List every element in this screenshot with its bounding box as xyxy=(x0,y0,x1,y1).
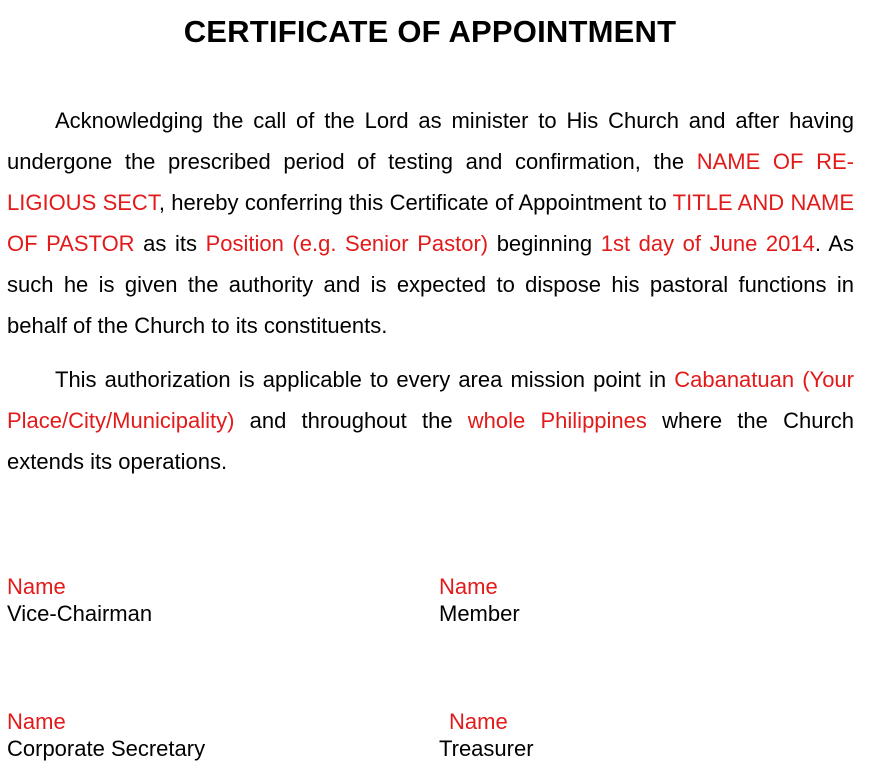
text-segment: beginning xyxy=(488,231,601,256)
text-segment: as its xyxy=(134,231,206,256)
signatory-vice-chairman xyxy=(7,573,152,627)
certificate-title: CERTIFICATE OF APPOINTMENT xyxy=(183,14,677,49)
text-segment: . As such he is given the authority and is expected to dispose his pastoral functions in behalf of the Church to its constituents. xyxy=(7,231,855,338)
country-placeholder: whole Philippines xyxy=(467,408,647,433)
signatory-name: Name xyxy=(7,709,66,734)
signatory-treasurer xyxy=(439,708,534,762)
date-placeholder: 1st day of June 2014 xyxy=(600,231,815,256)
signatory-name: Name xyxy=(7,574,66,599)
sect-placeholder: NAME OF RE-LIGIOUS SECT xyxy=(7,149,854,215)
signatory-role: Treasurer xyxy=(439,736,534,761)
signatory-corporate-secretary xyxy=(7,708,205,762)
text-segment: where the Church extends its operations. xyxy=(7,408,854,474)
pastor-placeholder: TITLE AND NAME OF PASTOR xyxy=(7,190,855,256)
signatory-name: Name xyxy=(449,709,508,734)
position-placeholder: Position (e.g. Senior Pastor) xyxy=(205,231,489,256)
signatory-role: Vice-Chairman xyxy=(7,601,153,626)
signatory-name: Name xyxy=(439,574,498,599)
authorization-paragraph xyxy=(7,359,854,482)
place-placeholder: Cabanatuan (Your Place/City/Municipality) xyxy=(7,367,854,433)
text-segment: This authorization is applicable to every area mission point in xyxy=(55,367,675,392)
signatory-role: Corporate Secretary xyxy=(7,736,206,761)
appointment-paragraph xyxy=(7,100,854,346)
signatory-role: Member xyxy=(439,601,520,626)
text-segment: , hereby conferring this Certificate of Appointment to xyxy=(158,190,673,215)
text-segment: Acknowledging the call of the Lord as minister to His Church and after having undergone the prescribed period of testing and confirmation, the xyxy=(7,108,854,174)
text-segment: and throughout the xyxy=(234,408,468,433)
signatory-member xyxy=(439,573,520,627)
